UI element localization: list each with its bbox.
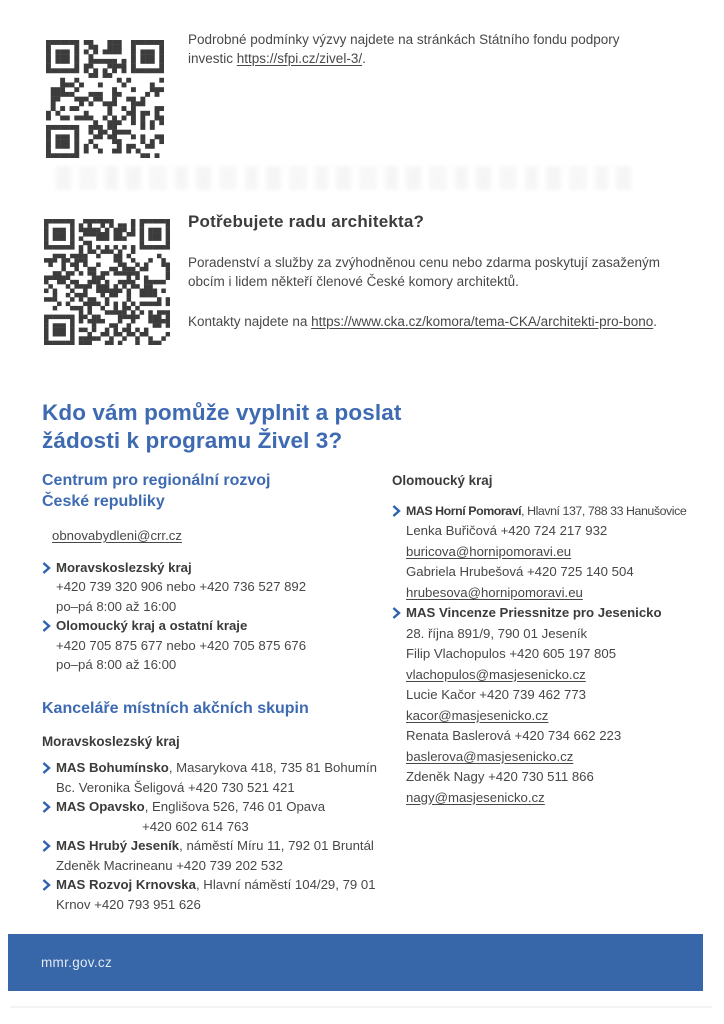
page-showthrough-artifact bbox=[56, 166, 634, 190]
mas-address-line: 28. října 891/9, 790 01 Jeseník bbox=[406, 625, 588, 641]
mas-contact-line: Lenka Buřičová +420 724 217 932 bbox=[406, 523, 608, 538]
mas-contact-line: Filip Vlachopulos +420 605 197 805 bbox=[406, 646, 617, 661]
crr-contact-list bbox=[42, 558, 387, 675]
footer-bar bbox=[8, 934, 703, 991]
email-link[interactable]: nagy@masjesenicko.cz bbox=[406, 789, 545, 805]
mas-name: MAS Horní Pomoraví bbox=[406, 503, 522, 518]
mas-contact-line: Zdeněk Nagy +420 730 511 866 bbox=[406, 769, 594, 784]
chevron-icon bbox=[42, 836, 56, 852]
email-link[interactable]: buricova@hornipomoravi.eu bbox=[406, 543, 572, 559]
main-heading bbox=[42, 399, 502, 455]
qr-code-sfpi bbox=[46, 40, 164, 158]
mas-name: MAS Vincenze Priessnitze pro Jesenicko bbox=[406, 605, 662, 620]
crr-item-phones: +420 705 875 677 nebo +420 705 875 676 bbox=[56, 637, 307, 653]
crr-email-link[interactable]: obnovabydleni@crr.cz bbox=[52, 528, 182, 543]
mas-name: MAS Opavsko bbox=[56, 799, 145, 814]
crr-item-hours: po–pá 8:00 až 16:00 bbox=[56, 598, 177, 614]
footer-domain-link[interactable]: mmr.gov.cz bbox=[41, 955, 113, 970]
scan-artifact bbox=[10, 1006, 712, 1008]
email-link[interactable]: hrubesova@hornipomoravi.eu bbox=[406, 584, 583, 600]
qr-code-cka bbox=[44, 219, 170, 345]
crr-heading bbox=[42, 470, 387, 512]
architect-contacts-prefix: Kontakty najdete na bbox=[188, 314, 312, 329]
mas-list-olomoucky bbox=[392, 501, 722, 809]
list-item-moravskoslezsky bbox=[42, 558, 387, 617]
mas-contact-line: Renata Baslerová +420 734 662 223 bbox=[406, 728, 622, 743]
email-link[interactable]: vlachopulos@masjesenicko.cz bbox=[406, 666, 586, 682]
mas-offices-heading: Kanceláře místních akčních skupin bbox=[42, 699, 309, 717]
chevron-icon bbox=[392, 501, 406, 517]
mas-contact-line: Bc. Veronika Šeligová +420 730 521 421 bbox=[56, 779, 295, 795]
list-item-mas-opavsko bbox=[42, 797, 387, 836]
mas-contact-line: Zdeněk Macrineanu +420 739 202 532 bbox=[56, 857, 283, 873]
sfpi-note-line1: Podrobné podmínky výzvy najdete na stránkách Státního fondu podpory bbox=[188, 32, 620, 47]
crr-heading-line2: České republiky bbox=[42, 493, 165, 510]
list-item-olomoucky-ostatni bbox=[42, 616, 387, 675]
list-item-mas-hruby-jesenik bbox=[42, 836, 387, 875]
mas-contact-line: Gabriela Hrubešová +420 725 140 504 bbox=[406, 564, 634, 579]
architect-section bbox=[188, 212, 683, 331]
right-column bbox=[392, 471, 722, 808]
region-label-moravskoslezsky: Moravskoslezský kraj bbox=[42, 733, 180, 749]
chevron-icon bbox=[42, 616, 56, 632]
mas-contact-line: Krnov +420 793 951 626 bbox=[56, 896, 201, 912]
region-label-olomoucky: Olomoucký kraj bbox=[392, 473, 493, 488]
chevron-icon bbox=[42, 758, 56, 774]
mas-address: , náměstí Míru 11, 792 01 Bruntál bbox=[179, 838, 374, 853]
left-column bbox=[42, 470, 387, 914]
chevron-icon bbox=[42, 797, 56, 813]
list-item-mas-vincenze-priessnitze bbox=[392, 603, 722, 808]
crr-item-title: Olomoucký kraj a ostatní kraje bbox=[56, 618, 248, 633]
chevron-icon bbox=[392, 603, 406, 619]
architect-body-line2: obcím i lidem někteří členové České komory architektů. bbox=[188, 274, 519, 289]
mas-contact-line: +420 602 614 763 bbox=[142, 818, 249, 834]
sfpi-note-line2-prefix: investic bbox=[188, 51, 237, 66]
mas-address: , Masarykova 418, 735 81 Bohumín bbox=[168, 760, 378, 775]
mas-address: , Hlavní náměstí 104/29, 79 01 bbox=[195, 877, 376, 892]
mas-name: MAS Hrubý Jeseník bbox=[56, 838, 180, 853]
mas-name: MAS Bohumínsko bbox=[56, 760, 169, 775]
mas-address: , Englišova 526, 746 01 Opava bbox=[144, 799, 326, 814]
crr-item-hours: po–pá 8:00 až 16:00 bbox=[56, 657, 177, 672]
crr-item-title: Moravskoslezský kraj bbox=[56, 559, 192, 575]
list-item-mas-rozvoj-krnovska bbox=[42, 875, 387, 914]
chevron-icon bbox=[42, 558, 56, 574]
crr-item-phones: +420 739 320 906 nebo +420 736 527 892 bbox=[56, 579, 307, 594]
list-item-mas-bohuminsko bbox=[42, 758, 387, 797]
sfpi-link[interactable]: https://sfpi.cz/zivel-3/ bbox=[236, 51, 363, 66]
architect-contacts bbox=[188, 312, 683, 331]
architect-body-line1: Poradenství a služby za zvýhodněnou cenu nebo zdarma poskytují zasaženým bbox=[188, 255, 661, 270]
cka-link[interactable]: https://www.cka.cz/komora/tema-CKA/architekti-pro-bono bbox=[311, 314, 654, 329]
crr-heading-line1: Centrum pro regionální rozvoj bbox=[42, 472, 271, 489]
main-heading-line2: žádosti k programu Živel 3? bbox=[42, 428, 343, 453]
email-link[interactable]: baslerova@masjesenicko.cz bbox=[406, 748, 574, 764]
main-heading-line1: Kdo vám pomůže vyplnit a poslat bbox=[42, 400, 402, 425]
sfpi-note-suffix: . bbox=[362, 51, 366, 66]
chevron-icon bbox=[42, 875, 56, 891]
mas-contact-line: Lucie Kačor +420 739 462 773 bbox=[406, 687, 587, 702]
mas-list-moravskoslezsky bbox=[42, 758, 387, 914]
mas-address: , Hlavní 137, 788 33 Hanušovice bbox=[521, 503, 687, 518]
mas-name: MAS Rozvoj Krnovska bbox=[56, 877, 196, 892]
architect-heading: Potřebujete radu architekta? bbox=[188, 212, 425, 231]
architect-contacts-suffix: . bbox=[653, 314, 657, 329]
sfpi-note bbox=[188, 30, 668, 68]
email-link[interactable]: kacor@masjesenicko.cz bbox=[406, 707, 549, 723]
list-item-mas-horni-pomoravi bbox=[392, 501, 722, 604]
architect-body bbox=[188, 253, 683, 291]
